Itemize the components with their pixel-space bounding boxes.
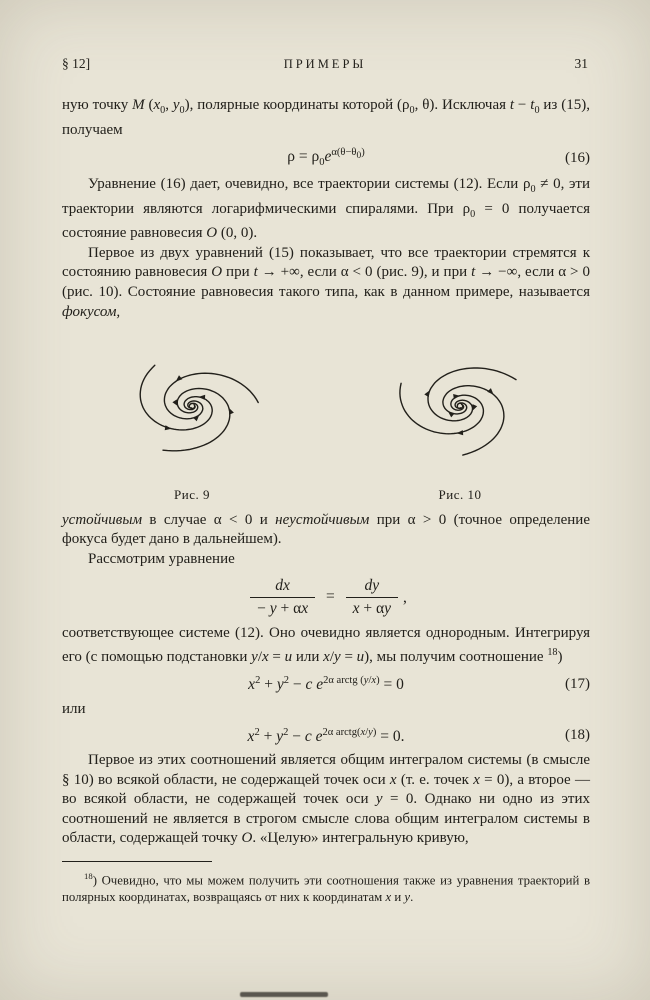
fraction-right-numerator: dy	[346, 577, 398, 599]
paragraph-7: Первое из этих соотношений является общим интегралом системы (в смысле § 10) во всякой области, не содержащей точек оси x (т. е. точек x = 0), а второе — во всякой области, не содержащей точек оси y = 0. Однако ни одно из этих соотношений не является в строгом смысле слова общим интегралом системы в области, содержащей точку O. «Целую» интегральную кривую,	[62, 752, 590, 847]
spiral-diagram-10	[344, 332, 576, 482]
equation-17-number: (17)	[565, 675, 590, 692]
equation-ode	[62, 570, 590, 624]
paragraph-4: устойчивым в случае α < 0 и неустойчивым при α > 0 (точное определение фокуса будет дано в дальнейшем).	[62, 511, 590, 548]
equation-18	[62, 719, 590, 751]
equation-16-number: (16)	[565, 149, 590, 166]
trailing-comma: ,	[403, 588, 407, 606]
fraction-left-denominator: − y + αx	[257, 600, 309, 618]
fraction-right	[346, 577, 398, 619]
page-number: 31	[574, 56, 588, 71]
equation-17-body: $x^2 + y^2 - c$ $e^{2\alpha arctg (y/x)} = 0$	[248, 675, 404, 694]
fraction-left	[250, 577, 315, 619]
scan-artifact	[240, 992, 328, 997]
fraction-right-denominator: x + αy	[352, 600, 392, 618]
figure-9	[76, 332, 308, 505]
page-header	[0, 0, 650, 72]
spiral-diagram-9	[76, 332, 308, 482]
section-marker: § 12]	[62, 56, 91, 71]
or-word: или	[62, 700, 86, 717]
paragraph-5: Рассмотрим уравнение	[88, 551, 235, 568]
equation-18-number: (18)	[565, 727, 590, 744]
equals-sign: =	[326, 588, 335, 606]
running-title: ПРИМЕРЫ	[283, 57, 367, 71]
equation-16	[62, 140, 590, 175]
footnote-18: $^{18}$) Очевидно, что мы можем получить эти соотношения также из уравнения траекторий в полярных координатах, возвращаясь от них к координатам x и y.	[62, 871, 590, 904]
paragraph-6: соответствующее системе (12). Оно очевидно является однородным. Интегрируя его (с помощью подстановки y/x = u или x/y = u), мы получим соотношение $^{18}$)	[62, 624, 590, 666]
paragraph-2: Уравнение (16) дает, очевидно, все траектории системы (12). Если $\rho_0 \ne 0$, эти траектории являются логарифмическими спиралями. При $\rho_0 = 0$ получается состояние равновесия O (0, 0).	[62, 176, 590, 242]
equation-18-body: $x^2 + y^2 - c$ $e^{2\alpha arctg(x/y)} = 0$.	[247, 726, 405, 745]
equation-16-body: $\rho = \rho_0e^{\alpha(\theta-\theta_0)}$	[287, 147, 365, 169]
paragraph-3: Первое из двух уравнений (15) показывает, что все траектории стремятся к состоянию равновесия O при t → +∞, если α < 0 (рис. 9), и при t → −∞, если α > 0 (рис. 10). Состояние равновесия такого типа, как в данном примере, называется фокусом,	[62, 244, 590, 320]
equation-17	[62, 668, 590, 700]
page-content	[0, 72, 650, 906]
figures-row	[62, 332, 590, 505]
fraction-left-numerator: dx	[250, 577, 315, 599]
footnote-rule	[62, 861, 212, 862]
paragraph-1: ную точку M ($x_0$, $y_0$), полярные координаты которой ($\rho_0$, θ). Исключая $t - t_0$ из (15), получаем	[62, 97, 590, 138]
figure-10	[344, 332, 576, 505]
figure-9-caption: Рис. 9	[174, 487, 210, 503]
figure-10-caption: Рис. 10	[438, 487, 482, 503]
